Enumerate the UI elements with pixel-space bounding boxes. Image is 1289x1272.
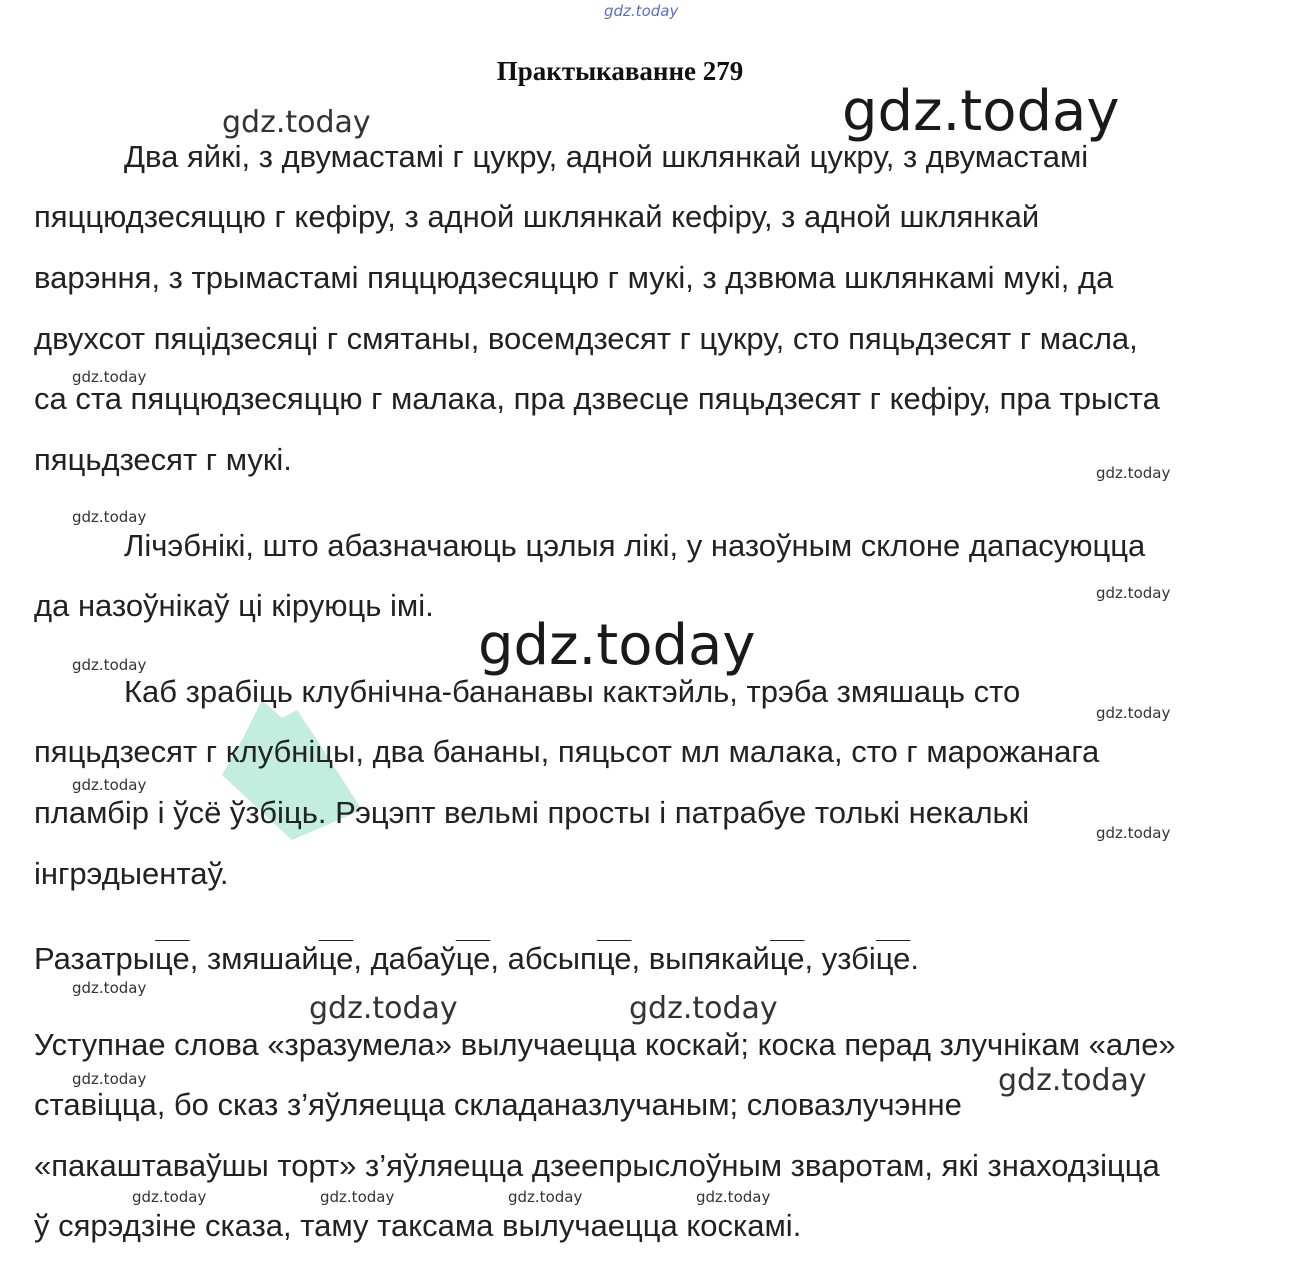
verbs-line (34, 943, 919, 974)
p4-line-1: Уступнае слова «зразумела» вылучаецца коскай; коска перад злучнікам «але» (34, 1027, 1176, 1062)
watermark: gdz.today (320, 1188, 395, 1206)
watermark: gdz.today (72, 508, 147, 526)
p3-line-2: пяцьдзесят г клубніцы, два бананы, пяцьсот мл малака, сто г марожанага (34, 734, 1100, 769)
watermark: gdz.today (508, 1188, 583, 1206)
p3-line-4: інгрэдыентаў. (34, 856, 229, 891)
p1-line-5: са ста пяццюдзесяццю г малака, пра дзвесце пяцьдзесят г кефіру, пра трыста (34, 381, 1160, 416)
verb-5: выпякайце, (648, 941, 822, 976)
watermark: gdz.today (629, 991, 778, 1026)
p1-line-3: варэння, з трымастамі пяццюдзесяццю г мукі, з дзвюма шклянкамі мукі, да (34, 260, 1114, 295)
p1-line-2: пяццюдзесяццю г кефіру, з адной шклянкай кефіру, з адной шклянкай (34, 199, 1040, 234)
verb-1: Разатрыце, (34, 941, 207, 976)
page-title: Практыкаванне 279 (496, 56, 744, 86)
verb-ending: це (769, 941, 805, 976)
verb-ending: це (155, 941, 190, 976)
watermark-top: gdz.today (604, 2, 679, 20)
p2-line-1: Лічэбнікі, што абазначаюць цэлыя лікі, у назоўным склоне дапасуюцца (124, 528, 1146, 563)
verb-4: абсыпце, (507, 941, 649, 976)
watermark: gdz.today (72, 656, 147, 674)
p4-line-3: «пакаштаваўшы торт» з’яўляецца дзеепрыслоўным зваротам, які знаходзіцца (34, 1148, 1160, 1183)
watermark: gdz.today (696, 1188, 771, 1206)
p4-line-2: ставіцца, бо сказ з’яўляецца складаназлучаным; словазлучэнне (34, 1087, 962, 1122)
verb-3: дабаўце, (370, 941, 508, 976)
watermark: gdz.today (1096, 704, 1171, 722)
watermark: gdz.today (72, 1070, 147, 1088)
p4-line-4: ў сярэдзіне сказа, таму таксама вылучаецца коскамі. (34, 1208, 802, 1243)
watermark: gdz.today (1096, 824, 1171, 842)
watermark: gdz.today (309, 991, 458, 1026)
watermark: gdz.today (132, 1188, 207, 1206)
watermark: gdz.today (1096, 584, 1171, 602)
p3-line-3: пламбір і ўсё ўзбіць. Рэцэпт вельмі просты і патрабуе толькі некалькі (34, 795, 1030, 830)
verb-ending: це (875, 941, 911, 976)
watermark: gdz.today (72, 979, 147, 997)
watermark: gdz.today (842, 79, 1120, 144)
watermark: gdz.today (998, 1063, 1147, 1098)
watermark: gdz.today (72, 776, 147, 794)
verb-ending: це (596, 941, 632, 976)
verb-2: змяшайце, (206, 941, 371, 976)
verb-ending: це (455, 941, 491, 976)
p1-line-6: пяцьдзесят г мукі. (34, 442, 292, 477)
verb-ending: це (318, 941, 354, 976)
p1-line-1: Два яйкі, з двумастамі г цукру, адной шклянкай цукру, з двумастамі (124, 139, 1089, 174)
watermark: gdz.today (72, 368, 147, 386)
verb-6: узбіце. (821, 941, 920, 976)
p1-line-4: двухсот пяцідзесяці г смятаны, восемдзесят г цукру, сто пяцьдзесят г масла, (34, 321, 1138, 356)
p2-line-2: да назоўнікаў ці кіруюць імі. (34, 588, 434, 623)
watermark: gdz.today (222, 105, 371, 140)
watermark: gdz.today (1096, 464, 1171, 482)
watermark: gdz.today (478, 613, 756, 678)
p3-line-1: Каб зрабіць клубнічна-бананавы кактэйль, трэба змяшаць сто (124, 674, 1021, 709)
